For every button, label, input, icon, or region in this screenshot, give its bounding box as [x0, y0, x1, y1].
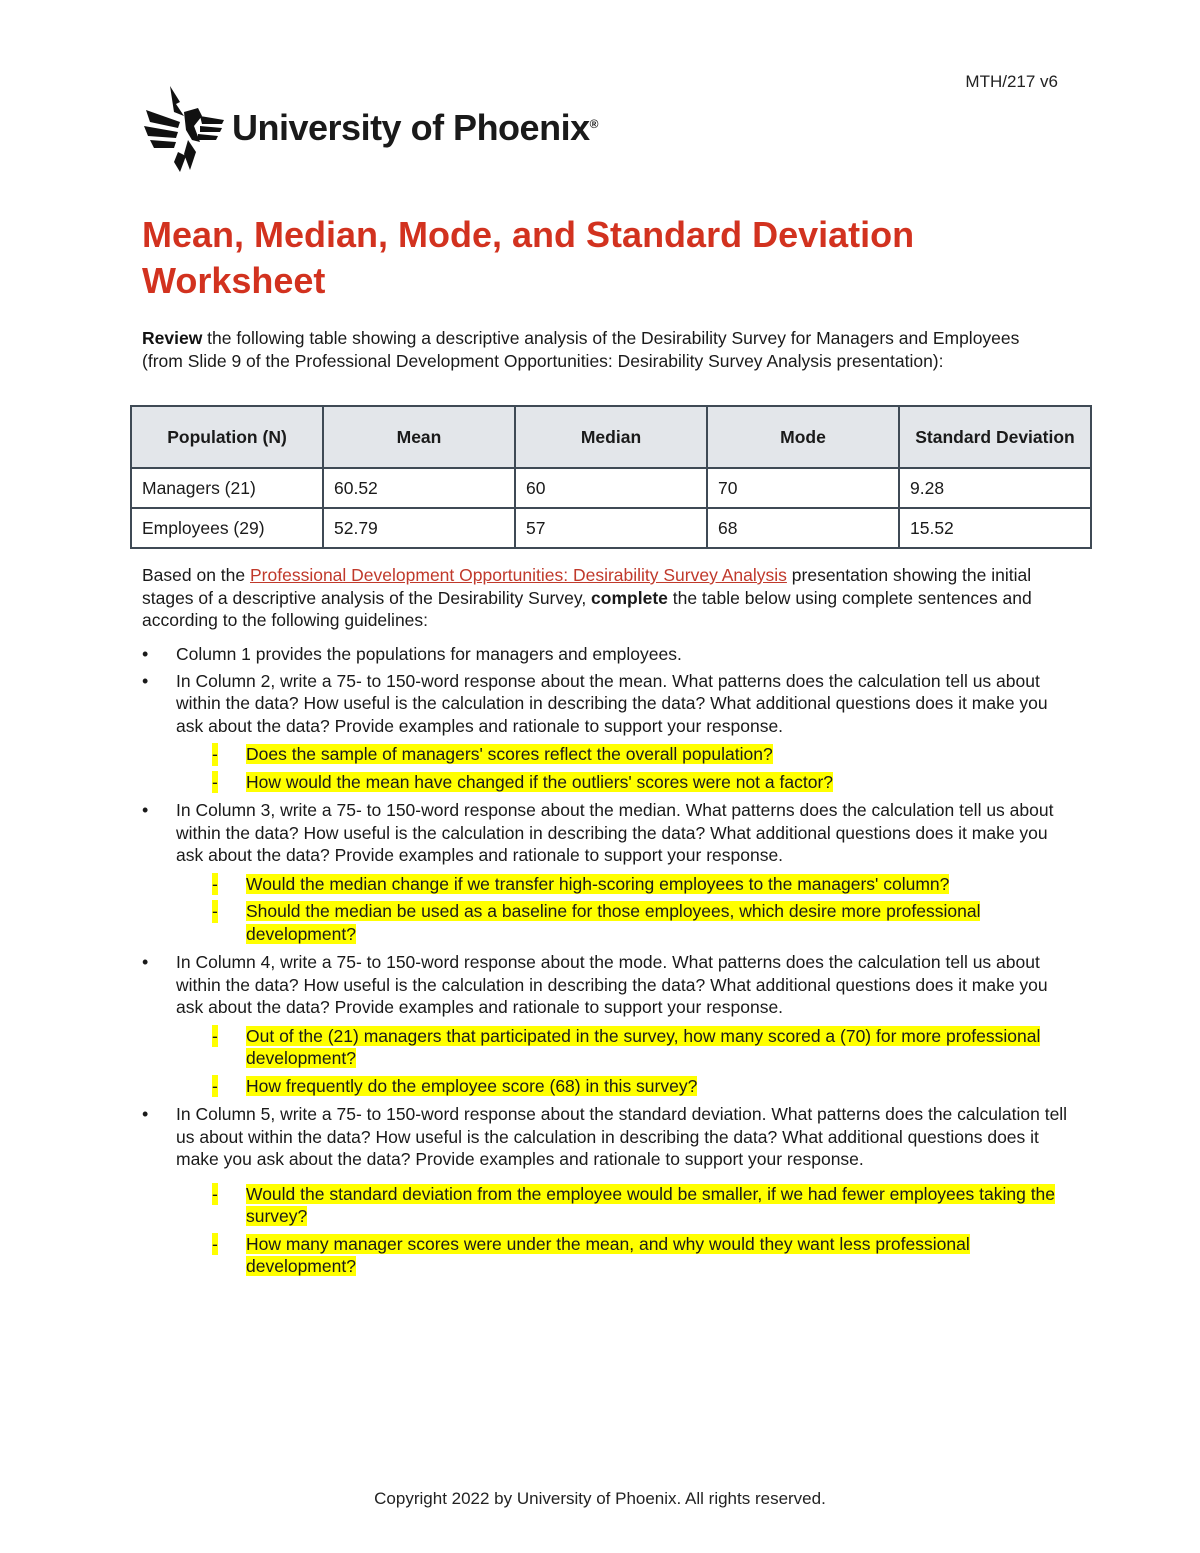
question-list: [176, 873, 1072, 946]
cell-mode: 70: [707, 468, 899, 508]
page-title: Mean, Median, Mode, and Standard Deviation Worksheet: [142, 214, 915, 301]
question-list: [176, 743, 1072, 793]
list-item: • In Column 4, write a 75- to 150-word response about the mode. What patterns does the calculation tell us about within the data? How useful is the calculation in describing the data? What additional questions does it make you ask about the data? Provide examples and rationale to support your response. - Out of the (21) managers that participated in the survey, how many scored a (70) for more professional development? - How frequently do the employee score (68) in this survey?: [142, 951, 1072, 1097]
cell-mean: 60.52: [323, 468, 515, 508]
table-row: [131, 468, 1091, 508]
intro-bold: Review: [142, 328, 203, 348]
header-mode: Mode: [707, 406, 899, 468]
header-std-dev: Standard Deviation: [899, 406, 1091, 468]
university-logo: [140, 82, 598, 174]
header-population: Population (N): [131, 406, 323, 468]
highlighted-question: - How many manager scores were under the mean, and why would they want less professional development?: [212, 1233, 970, 1276]
stats-table: [130, 405, 1092, 549]
intro-paragraph: [142, 327, 1062, 372]
cell-median: 57: [515, 508, 707, 548]
list-item: • In Column 3, write a 75- to 150-word response about the median. What patterns does the calculation tell us about within the data? How useful is the calculation in describing the data? What additional questions does it make you ask about the data? Provide examples and rationale to support your response. - Would the median change if we transfer high-scoring employees to the managers' column? - Should the median be used as a baseline for those employees, which desire more professional development?: [142, 799, 1072, 945]
question-list: [176, 1025, 1072, 1098]
logo-wordmark: University of Phoenix®: [232, 107, 598, 148]
intro-text: the following table showing a descriptive analysis of the Desirability Survey for Managers and Employees (from Slide 9 of the Professional Development Opportunities: Desirability Survey Analysis presentation):: [142, 328, 1020, 371]
list-item: • In Column 5, write a 75- to 150-word response about the standard deviation. What patterns does the calculation tell us about within the data? How useful is the calculation in describing the data? What additional questions does it make you ask about the data? Provide examples and rationale to support your response. - Would the standard deviation from the employee would be smaller, if we had fewer employees taking the survey? - How many manager scores were under the mean, and why would they want less professional development?: [142, 1103, 1072, 1278]
list-item: • Column 1 provides the populations for managers and employees.: [142, 643, 1072, 666]
highlighted-question: - Does the sample of managers' scores reflect the overall population?: [212, 744, 773, 764]
header-median: Median: [515, 406, 707, 468]
header-mean: Mean: [323, 406, 515, 468]
cell-std-dev: 15.52: [899, 508, 1091, 548]
guidelines-list: [142, 643, 1072, 1284]
highlighted-question: - Out of the (21) managers that participated in the survey, how many scored a (70) for more professional development?: [212, 1025, 1041, 1068]
list-item: • In Column 2, write a 75- to 150-word response about the mean. What patterns does the calculation tell us about within the data? How useful is the calculation in describing the data? What additional questions does it make you ask about the data? Provide examples and rationale to support your response. - Does the sample of managers' scores reflect the overall population? - How would the mean have changed if the outliers' scores were not a factor?: [142, 670, 1072, 794]
highlighted-question: - Would the standard deviation from the employee would be smaller, if we had fewer employees taking the survey?: [212, 1183, 1056, 1226]
highlighted-question: - How would the mean have changed if the outliers' scores were not a factor?: [212, 771, 834, 792]
cell-population: Employees (29): [131, 508, 323, 548]
cell-mode: 68: [707, 508, 899, 548]
phoenix-bird-icon: [140, 82, 226, 174]
registered-mark: ®: [589, 117, 598, 131]
highlighted-question: - How frequently do the employee score (68) in this survey?: [212, 1075, 698, 1096]
table-row: [131, 508, 1091, 548]
instructions-bold: complete: [591, 587, 668, 608]
highlighted-question: - Should the median be used as a baseline for those employees, which desire more professional development?: [212, 901, 981, 944]
presentation-link[interactable]: Professional Development Opportunities: Desirability Survey Analysis: [250, 565, 787, 585]
highlighted-question: - Would the median change if we transfer high-scoring employees to the managers' column?: [212, 873, 950, 894]
cell-mean: 52.79: [323, 508, 515, 548]
table-header-row: [131, 406, 1091, 468]
cell-std-dev: 9.28: [899, 468, 1091, 508]
course-code: MTH/217 v6: [965, 72, 1058, 91]
cell-population: Managers (21): [131, 468, 323, 508]
instructions-paragraph: Based on the Professional Development Opportunities: Desirability Survey Analysis presentation showing the initial stages of a descriptive analysis of the Desirability Survey, complete the table below using complete sentences and according to the following guidelines:: [142, 565, 1032, 630]
cell-median: 60: [515, 468, 707, 508]
copyright-footer: Copyright 2022 by University of Phoenix. All rights reserved.: [374, 1489, 826, 1508]
question-list: [176, 1183, 1072, 1278]
